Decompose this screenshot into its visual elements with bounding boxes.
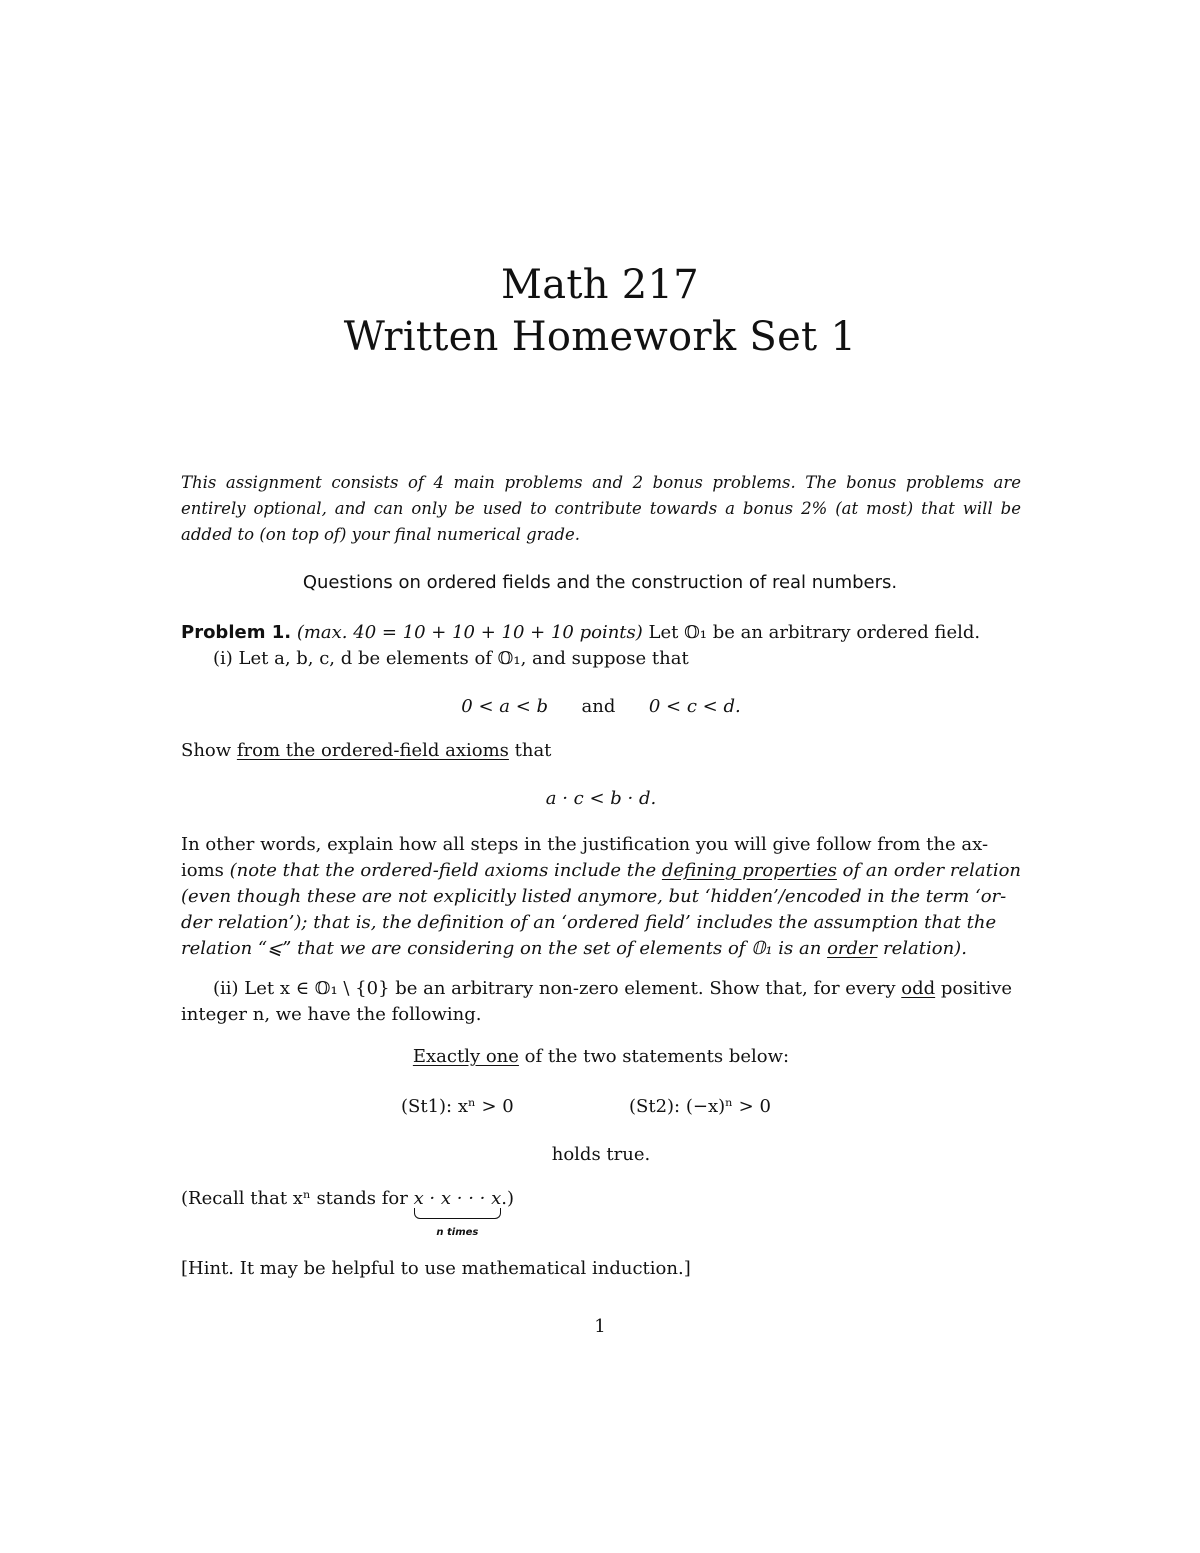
title-line-2: Written Homework Set 1 [343,314,857,360]
para-line-2-a: ioms [181,860,230,881]
problem-1-intro: Let 𝕆₁ be an arbitrary ordered field. [642,622,981,643]
statement-st1: (St1): xⁿ > 0 [401,1096,514,1117]
display-inequalities [181,694,1021,720]
problem-1-header [181,620,1021,646]
page-number: 1 [594,1316,606,1337]
part-ii-line-2: integer n, we have the following. [181,1004,482,1025]
para-line-5-a: relation “⩽” that we are considering on the set of elements of 𝕆₁ is an [181,938,828,959]
recall-expression: x · x · · · x [413,1188,502,1209]
part-ii-b: positive [935,978,1013,999]
underbrace-group [413,1186,502,1238]
para-line-3: (even though these are not explicitly listed anymore, but ‘hidden’/encoded in the term ‘or- [181,886,1007,907]
underbrace-label: n times [436,1227,479,1238]
display-ineq-right: 0 < c < d. [648,696,741,717]
exactly-rest: of the two statements below: [518,1046,790,1067]
intro-paragraph: This assignment consists of 4 main problems and 2 bonus problems. The bonus problems are entirely optional, and can only be used to contribute towards a bonus 2% (at most) that will be added to (on top of) your final numerical grade. [181,473,1021,544]
recall-post: .) [501,1188,514,1209]
para-line-4: der relation’); that is, the definition of an ‘ordered field’ includes the assumption that the [181,912,997,933]
show-statement [181,738,1021,764]
section-heading: Questions on ordered fields and the construction of real numbers. [302,572,898,593]
part-ii-line-1 [213,976,1021,1002]
underbrace [414,1208,502,1219]
hint-line: [Hint. It may be helpful to use mathematical induction.] [181,1258,691,1279]
holds-true: holds true. [551,1144,651,1165]
exactly-underlined: Exactly one [412,1046,519,1067]
para-line-2 [181,858,1021,884]
para-line-5 [181,936,1021,962]
statement-st2: (St2): (−x)ⁿ > 0 [629,1096,771,1117]
para-line-1: In other words, explain how all steps in the justification you will give follow from the ax- [181,834,989,855]
para-line-5-b: relation). [877,938,967,959]
para-line-2-b: (note that the ordered-field axioms include the [229,860,662,881]
display-ineq-and: and [581,696,616,717]
para-line-2-underlined: defining properties [661,860,837,881]
show-post: that [508,740,552,761]
display-ineq-left: 0 < a < b [461,696,549,717]
recall-pre: (Recall that xⁿ stands for [181,1188,414,1209]
part-i-intro: (i) Let a, b, c, d be elements of 𝕆₁, and suppose that [213,648,689,669]
problem-1-points: (max. 40 = 10 + 10 + 10 + 10 points) [296,622,643,643]
para-line-5-underlined: order [827,938,878,959]
show-underlined: from the ordered-field axioms [236,740,509,761]
para-line-2-c: of an order relation [836,860,1022,881]
part-ii-underlined: odd [901,978,936,999]
part-ii-a: (ii) Let x ∈ 𝕆₁ \ {0} be an arbitrary non-zero element. Show that, for every [213,978,902,999]
display-product: a · c < b · d. [545,788,657,809]
exactly-one-line [181,1044,1021,1070]
title-line-1: Math 217 [500,262,700,308]
problem-1-label: Problem 1. [181,622,292,643]
recall-line [181,1186,1021,1238]
show-pre: Show [181,740,237,761]
